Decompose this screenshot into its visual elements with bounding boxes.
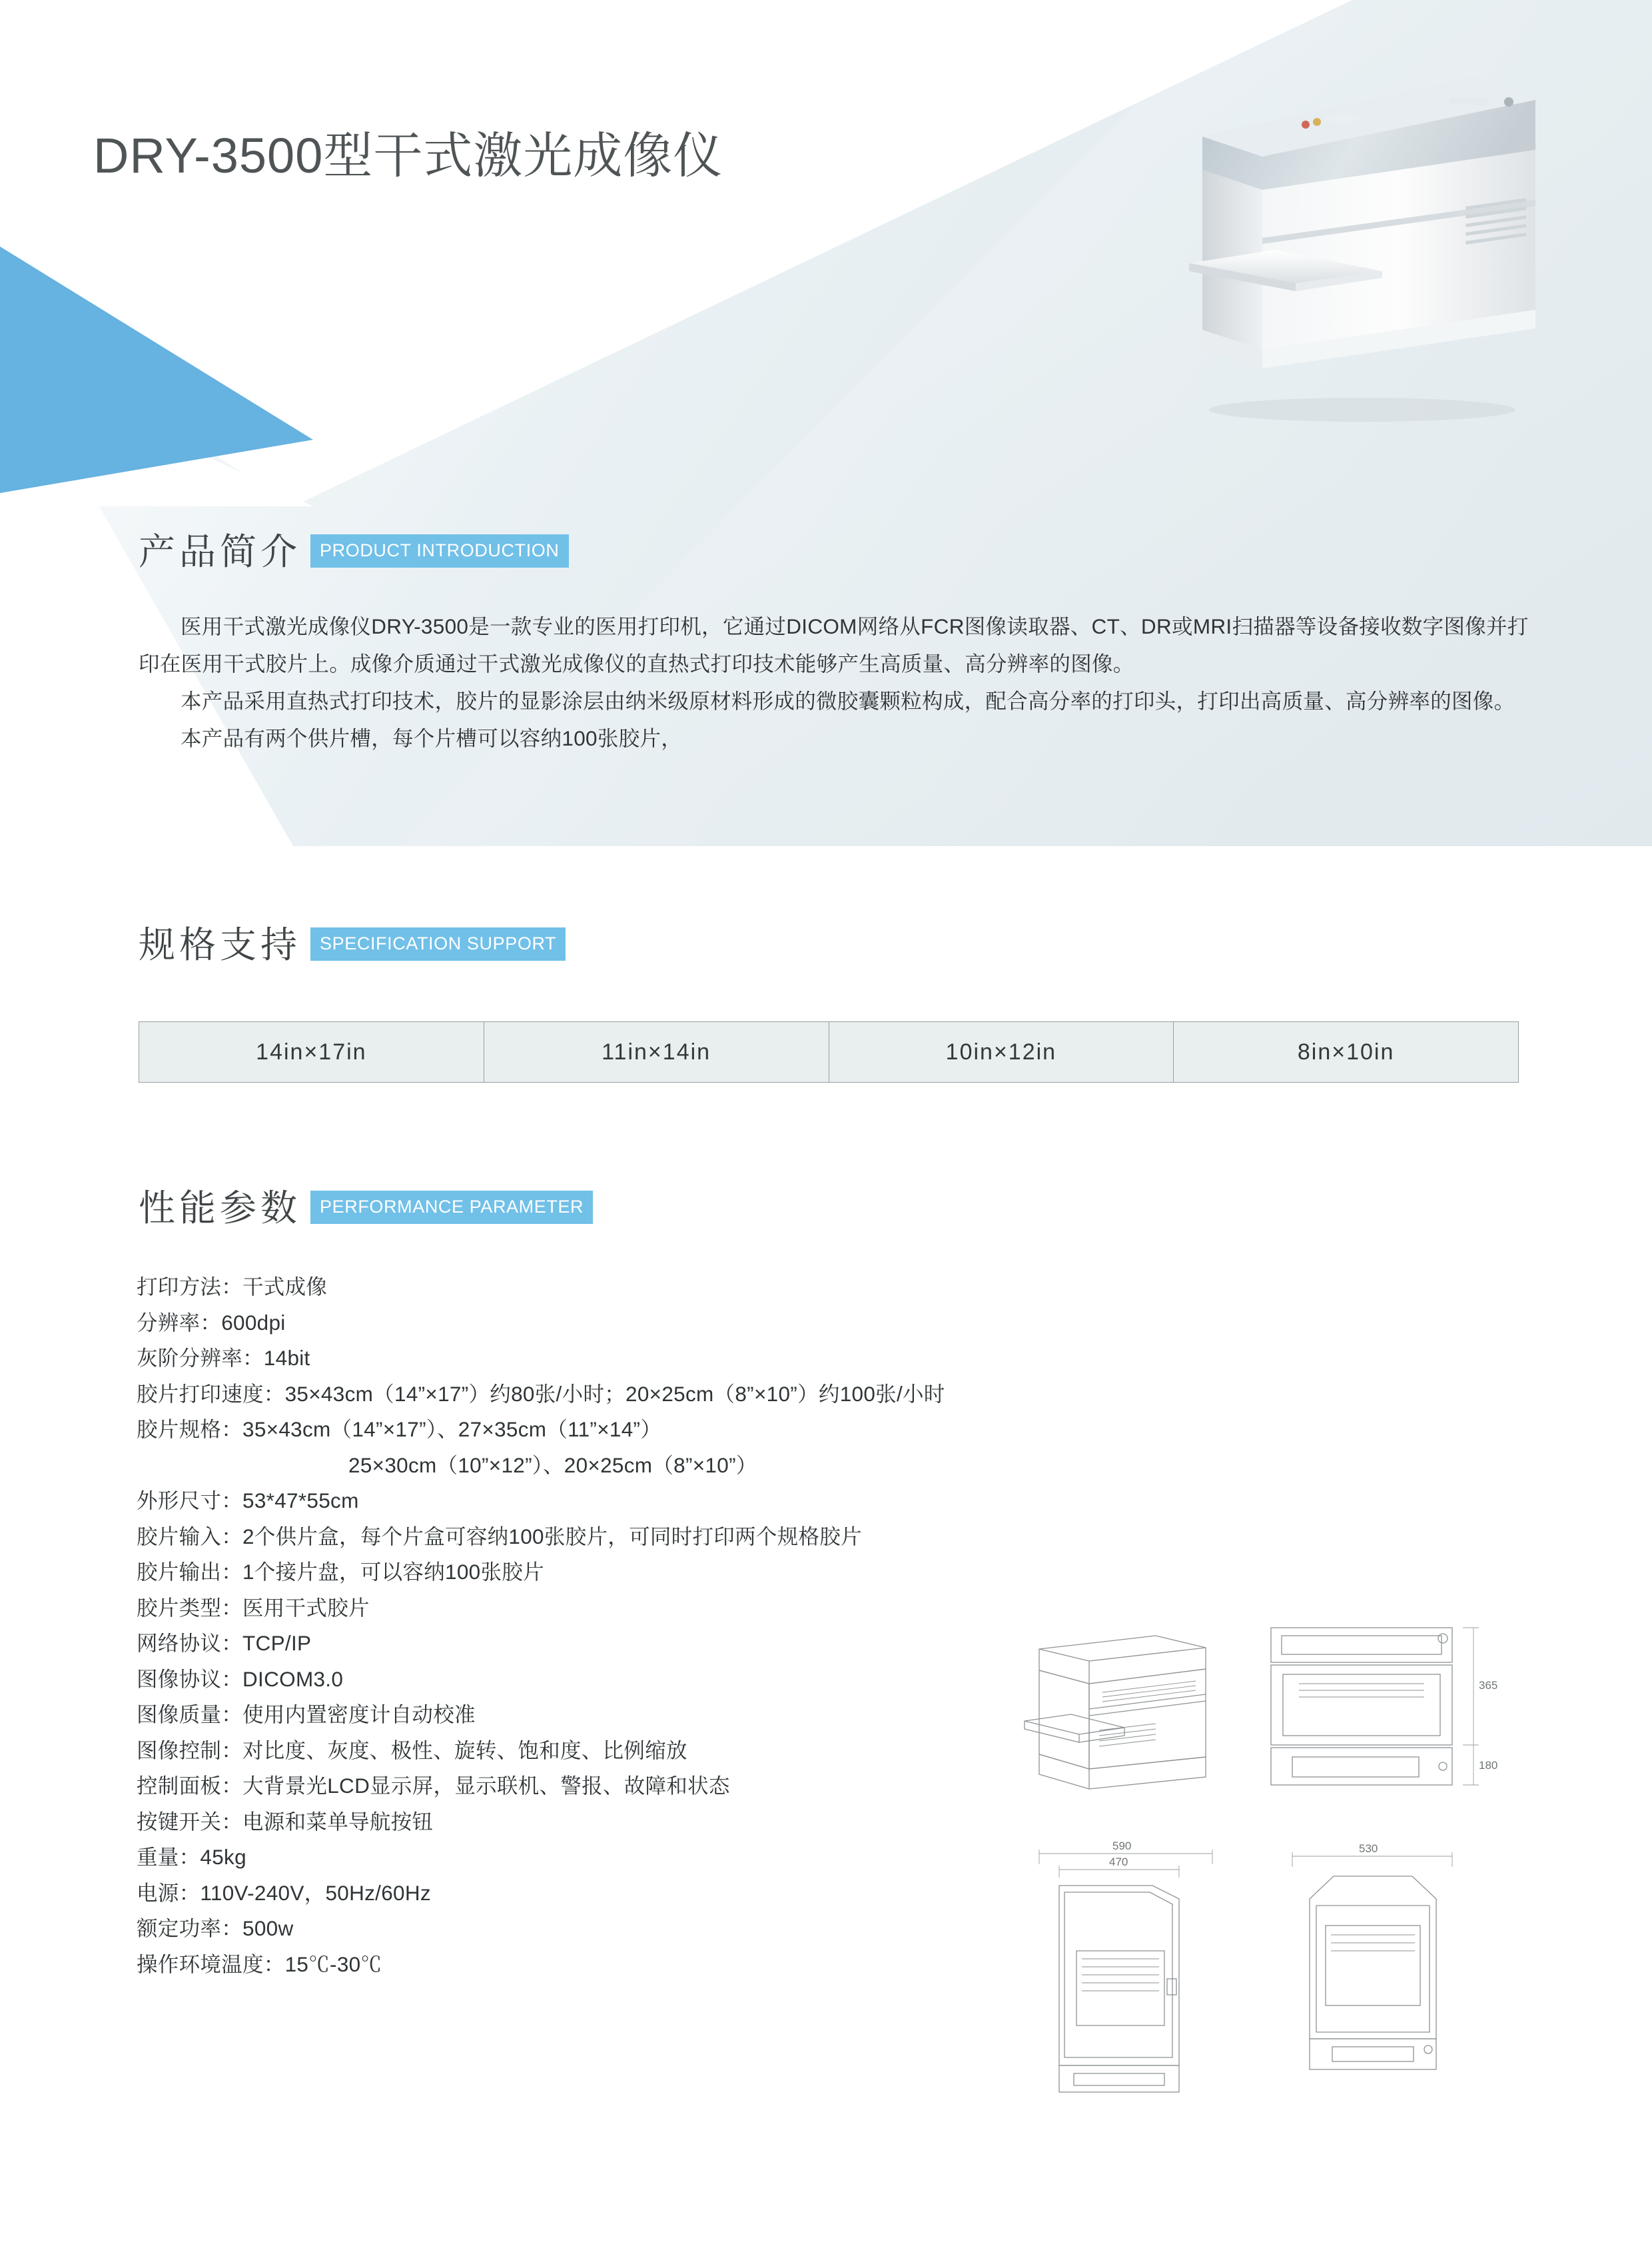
parameter-row: 胶片输出：1个接片盘，可以容纳100张胶片 [137,1560,544,1584]
parameter-row: 胶片输入：2个供片盒，每个片盒可容纳100张胶片，可同时打印两个规格胶片 [137,1524,862,1548]
page-title: DRY-3500型干式激光成像仪 [93,128,723,183]
parameter-row: 灰阶分辨率：14bit [137,1346,310,1370]
parameter-row: 分辨率：600dpi [137,1310,286,1335]
spec-size-cell: 11in×14in [484,1022,829,1082]
parameter-row: 控制面板：大背景光LCD显示屏，显示联机、警报、故障和状态 [137,1774,730,1798]
spec-size-cell: 10in×12in [829,1022,1174,1082]
section-performance-parameter [139,1189,593,1228]
section-specification-support [139,926,566,965]
specification-size-table [139,1021,1519,1083]
drawing-perspective-view [1013,1609,1232,1809]
parameter-row: 胶片打印速度：35×43cm（14”×17”）约80张/小时；20×25cm（8”×10”）约100张/小时 [137,1381,945,1406]
section-title-en: PRODUCT INTRODUCTION [310,534,569,568]
parameter-row: 图像质量：使用内置密度计自动校准 [137,1702,476,1726]
parameter-row: 外形尺寸：53*47*55cm [137,1488,359,1512]
parameter-row: 25×30cm（10”×12”）、20×25cm（8”×10”） [348,1452,757,1477]
parameter-row: 操作环境温度：15℃-30℃ [137,1952,382,1976]
intro-paragraph: 医用干式激光成像仪DRY-3500是一款专业的医用打印机，它通过DICOM网络从FCR图像读取器、CT、DR或MRI扫描器等设备接收数字图像并打印在医用干式胶片上。成像介质通过干式激光成像仪的直热式打印技术能够产生高质量、高分辨率的图像。 [139,614,1529,676]
parameter-row: 胶片类型：医用干式胶片 [137,1595,370,1620]
parameter-row: 网络协议：TCP/IP [137,1631,312,1655]
parameter-row: 图像协议：DICOM3.0 [137,1666,344,1691]
section-heading [139,533,569,572]
section-title-cn: 规格支持 [139,924,302,965]
parameter-row: 按键开关：电源和菜单导航按钮 [137,1809,434,1834]
parameter-row: 图像控制：对比度、灰度、极性、旋转、饱和度、比例缩放 [137,1738,687,1762]
section-title-cn: 产品简介 [139,531,302,572]
section-title-en: SPECIFICATION SUPPORT [310,927,566,961]
dimension-label-470: 470 [1109,1856,1128,1868]
drawing-side-elevation [1013,1826,1246,2105]
printer-product-photo [1162,63,1569,436]
section-heading [139,1189,593,1228]
spec-size-cell: 14in×17in [139,1022,484,1082]
section-product-introduction [139,533,569,572]
parameter-row: 胶片规格：35×43cm（14”×17”）、27×35cm（11”×14”） [137,1417,662,1441]
spec-size-cell: 8in×10in [1297,1039,1395,1065]
intro-paragraph: 本产品有两个供片槽，每个片槽可以容纳100张胶片， [181,726,683,750]
parameter-row: 电源：110V-240V，50Hz/60Hz [137,1880,431,1905]
dimension-label-530: 530 [1359,1842,1378,1855]
section-title-en: PERFORMANCE PARAMETER [310,1191,593,1224]
dimension-label-180: 180 [1479,1759,1498,1772]
parameter-row: 重量：45kg [137,1845,246,1869]
technical-drawings-group [1013,1609,1519,2109]
drawing-front-elevation [1252,1609,1519,1809]
section-heading [139,926,566,965]
introduction-text [139,608,1531,757]
section-title-cn: 性能参数 [139,1187,302,1229]
parameter-row: 打印方法：干式成像 [137,1275,328,1299]
dimension-label-590: 590 [1112,1840,1132,1852]
drawing-rear-elevation [1252,1826,1519,2105]
intro-paragraph: 本产品采用直热式打印技术，胶片的显影涂层由纳米级原材料形成的微胶囊颗粒构成，配合高分率的打印头，打印出高质量、高分辨率的图像。 [181,689,1515,713]
parameter-row: 额定功率：500w [137,1916,294,1940]
dimension-label-365: 365 [1479,1679,1498,1692]
